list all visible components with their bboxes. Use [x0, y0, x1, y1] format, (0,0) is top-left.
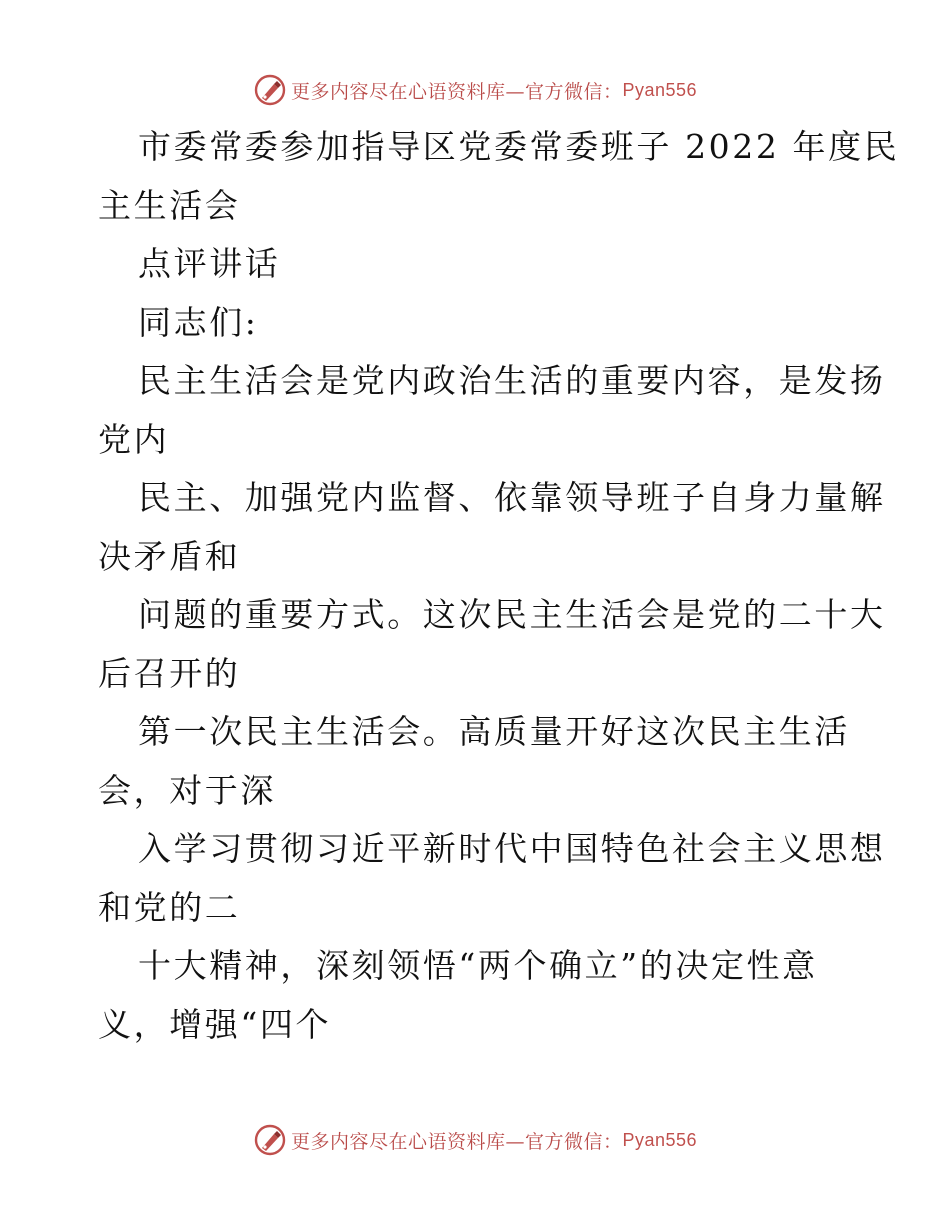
body-line: 决矛盾和 [98, 536, 241, 576]
pen-logo-icon [253, 1123, 287, 1157]
body-line: 义，增强“四个 [98, 1004, 332, 1044]
footer-banner [0, 1120, 950, 1160]
header-banner-wechat-id: Pyan556 [622, 79, 698, 100]
footer-banner-wechat-id: Pyan556 [622, 1129, 698, 1150]
body-line: 党内 [98, 419, 170, 459]
document-body [98, 118, 900, 1054]
header-banner [0, 70, 950, 110]
body-line: 主生活会 [98, 185, 241, 225]
body-line: 同志们: [138, 302, 259, 342]
body-line: 会，对于深 [98, 770, 276, 810]
pen-logo-icon [253, 73, 287, 107]
body-line: 十大精神，深刻领悟“两个确立”的决定性意 [138, 946, 818, 985]
body-line: 民主生活会是党内政治生活的重要内容，是发扬 [138, 361, 886, 400]
body-line: 第一次民主生活会。高质量开好这次民主生活 [138, 712, 850, 751]
footer-banner-text: 更多内容尽在心语资料库—官方微信： [290, 1130, 623, 1153]
body-line: 问题的重要方式。这次民主生活会是党的二十大 [138, 595, 886, 634]
body-line: 入学习贯彻习近平新时代中国特色社会主义思想 [138, 829, 886, 868]
body-line: 民主、加强党内监督、依靠领导班子自身力量解 [138, 478, 886, 517]
body-line: 后召开的 [98, 653, 241, 693]
body-line: 和党的二 [98, 887, 241, 927]
header-banner-text: 更多内容尽在心语资料库—官方微信： [290, 80, 623, 103]
body-line: 点评讲话 [138, 244, 281, 283]
body-line: 市委常委参加指导区党委常委班子 2022 年度民 [138, 127, 900, 166]
